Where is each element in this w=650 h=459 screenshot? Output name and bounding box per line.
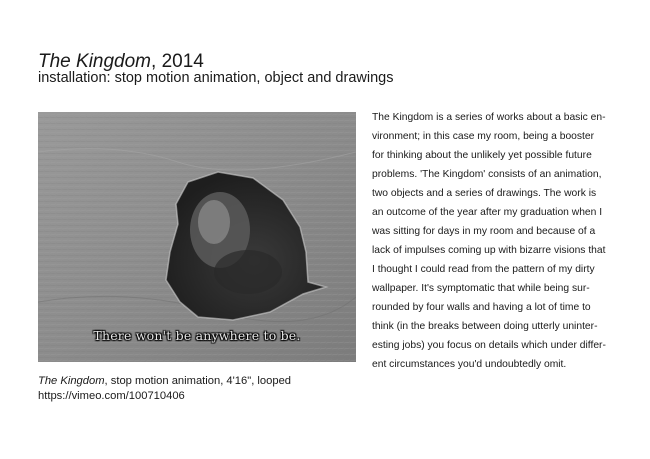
video-subtitle: There won't be anywhere to be. xyxy=(93,328,301,343)
description-line: for thinking about the unlikely yet possible future xyxy=(372,150,592,161)
description-line: ent circumstances you'd undoubtedly omit. xyxy=(372,359,567,370)
description-line: problems. 'The Kingdom' consists of an animation, xyxy=(372,169,602,180)
description-line: lack of impulses coming up with bizarre visions that xyxy=(372,245,606,256)
video-caption xyxy=(38,374,291,403)
title-work-name: The Kingdom xyxy=(38,51,152,72)
page-title xyxy=(38,52,204,72)
description-line: think (in the breaks between doing utterly uninter- xyxy=(372,321,598,332)
wallpaper-hole-image xyxy=(38,112,356,362)
caption-work-name: The Kingdom xyxy=(38,375,105,387)
description-line: an outcome of the year after my graduation when I xyxy=(372,207,603,218)
description-line: was sitting for days in my room and because of a xyxy=(372,226,596,237)
title-year: , 2014 xyxy=(151,51,204,72)
description-line: esting jobs) you focus on details which under differ- xyxy=(372,340,606,351)
caption-meta: , stop motion animation, 4'16", looped xyxy=(104,375,292,387)
description-line: vironment; in this case my room, being a booster xyxy=(372,131,595,142)
description-line: I thought I could read from the pattern of my dirty xyxy=(372,264,595,275)
caption-details xyxy=(38,374,291,389)
page-subtitle: installation: stop motion animation, object and drawings xyxy=(38,70,394,86)
description-line: rounded by four walls and having a lot of time to xyxy=(372,302,591,313)
description-line: The Kingdom is a series of works about a basic en- xyxy=(372,112,606,123)
description-text xyxy=(372,108,617,374)
video-link[interactable]: https://vimeo.com/100710406 xyxy=(38,389,185,402)
description-line: wallpaper. It's symptomatic that while being sur- xyxy=(372,283,590,294)
description-line: two objects and a series of drawings. The work is xyxy=(372,188,597,199)
video-still[interactable] xyxy=(38,112,356,362)
